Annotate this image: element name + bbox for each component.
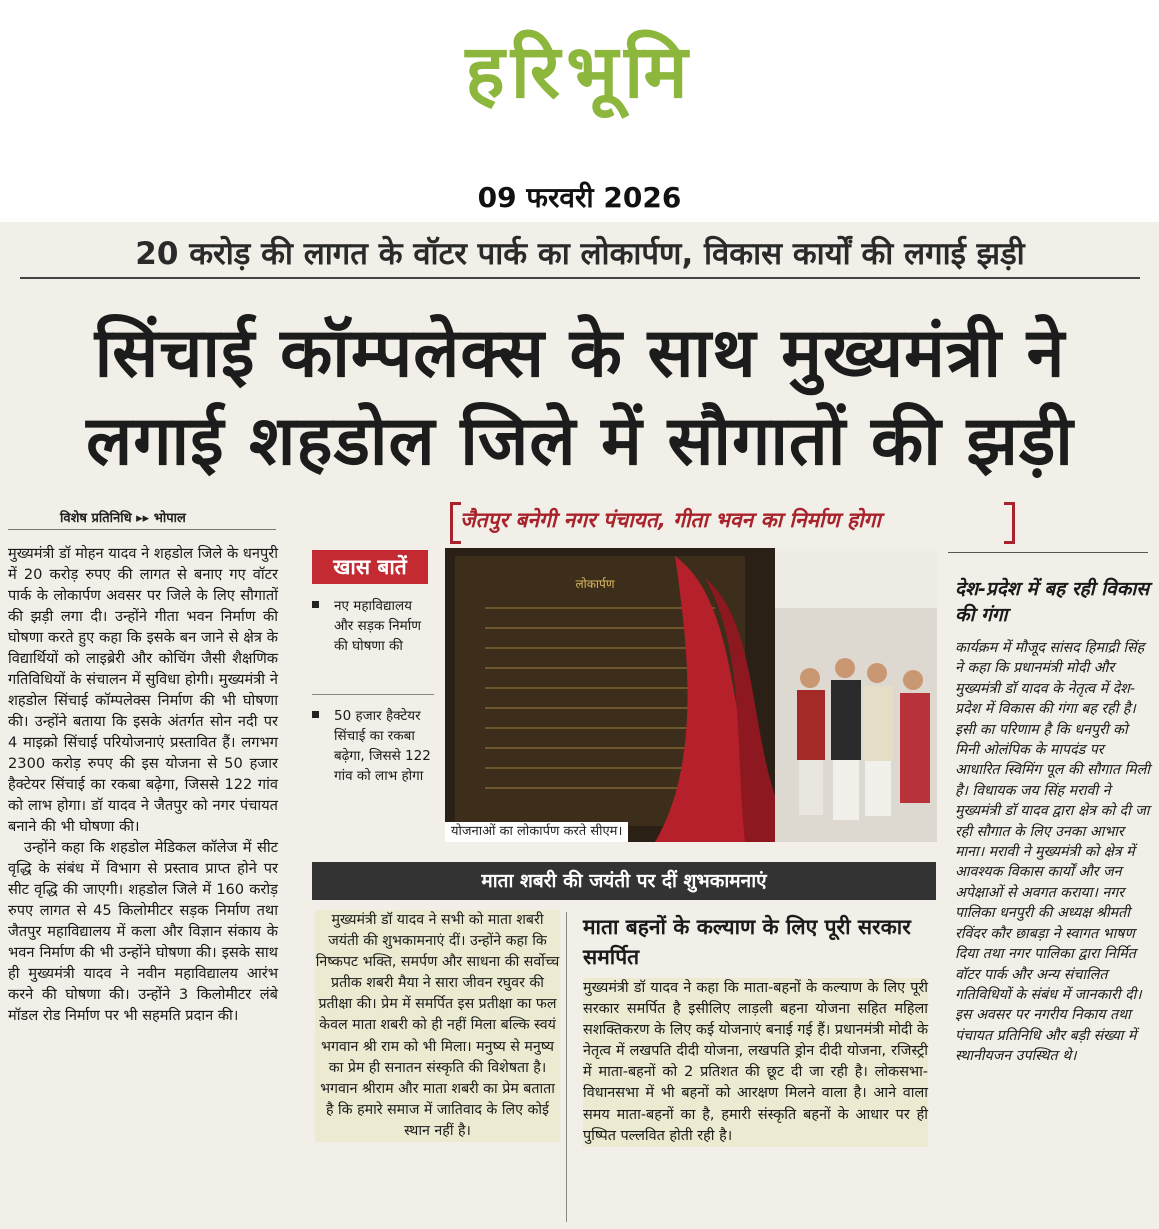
byline: विशेष प्रतिनिधि ▸▸ भोपाल [60,511,186,526]
highlight-divider [312,694,434,695]
bullet-icon [312,601,319,608]
sidebar-divider [948,552,1148,553]
right-bracket [1004,502,1015,544]
subhead-text: जैतपुर बनेगी नगर पंचायत, गीता भवन का निर्माण होगा [460,508,881,532]
sidebar-title: देश-प्रदेश में बह रही विकास की गंगा [955,578,1150,626]
highlight-text: 50 हजार हैक्टेयर सिंचाई का रकबा बढ़ेगा, जिससे 122 गांव को लाभ होगा [334,708,431,784]
publication-date: 09 फरवरी 2026 [477,181,682,214]
highlight-text: नए महाविद्यालय और सड़क निर्माण की घोषणा की [334,598,421,654]
body-paragraph: उन्होंने कहा कि शहडोल मेडिकल कॉलेज में सीट वृद्धि के संबंध में विभाग से प्रस्ताव प्राप्त होने पर सीट वृद्धि की जाएगी। शहडोल जिले में 160 करोड़ रुपए लागत से 45 किलोमीटर सड़क निर्माण तथा जैतपुर महाविद्यालय में कला और विज्ञान संकाय के भवन निर्माण की भी उन्होंने घोषणा की। इसके साथ ही मुख्यमंत्री यादव ने नवीन महाविद्यालय आरंभ करने की घोषणा की। उन्होंने 3 किलोमीटर लंबे मॉडल रोड निर्माण पर भी सहमति प्रदान की। [8,839,278,1024]
shabri-body: मुख्यमंत्री डॉ यादव ने सभी को माता शबरी जयंती की शुभकामनाएं दीं। उन्होंने कहा कि निष्कपट भक्ति, समर्पण और साधना की सर्वोच्च प्रतीक शबरी मैया ने सारा जीवन रघुवर की प्रतीक्षा की। प्रेम में समर्पित इस प्रतीक्षा का फल केवल माता शबरी को ही नहीं मिला बल्कि स्वयं भगवान श्री राम को भी मिला। मनुष्य से मनुष्य का प्रेम ही सनातन संस्कृति की विशेषता है। भगवान श्रीराम और माता शबरी का प्रेम बताता है कि हमारे समाज में जातिवाद के लिए कोई स्थान नहीं है। [315,910,560,1142]
photo-caption: योजनाओं का लोकार्पण करते सीएम। [445,822,628,842]
newspaper-logo: हरिभूमि [465,29,694,115]
shabri-banner: माता शबरी की जयंती पर दीं शुभकामनाएं [312,862,936,900]
highlight-item [312,706,434,786]
byline-divider [8,529,276,530]
main-headline-line1: सिंचाई कॉम्पलेक्स के साथ मुख्यमंत्री ने [94,314,1066,393]
highlights-badge: खास बातें [312,550,428,584]
main-headline-line2: लगाई शहडोल जिले में सौगातों की झड़ी [86,402,1074,481]
plaque-text: लोकार्पण [575,577,615,591]
highlight-item [312,596,434,656]
article-body [8,543,278,1026]
body-paragraph: मुख्यमंत्री डॉ मोहन यादव ने शहडोल जिले के धनपुरी में 20 करोड़ रुपए की लागत से बनाए गए वॉटर पार्क के लोकार्पण अवसर पर जिले के लिए सौगातों की झड़ी लगा दी। उन्होंने गीता भवन निर्माण की घोषणा करते हुए कहा कि इसके बन जाने से क्षेत्र के विद्यार्थियों को लाइब्रेरी और कोचिंग जैसी शैक्षणिक गतिविधियों के संचालन में सुविधा होगी। मुख्यमंत्री ने शहडोल सिंचाई कॉम्पलेक्स निर्माण की भी घोषणा की। उन्होंने बताया कि इसके अंतर्गत सोन नदी पर 4 माइक्रो सिंचाई परियोजनाएं प्रस्तावित हैं। लगभग 2300 करोड़ रुपए की इस योजना से 50 हजार हैक्टेयर सिंचाई का रकबा बढ़ेगा, जिससे 122 गांव को लाभ होगा। डॉ यादव ने जैतपुर को नगर पंचायत बनाने की भी घोषणा की। [8,545,278,835]
sidebar-body: कार्यक्रम में मौजूद सांसद हिमाद्री सिंह ने कहा कि प्रधानमंत्री मोदी और मुख्यमंत्री डॉ यादव के नेतृत्व में देश-प्रदेश में विकास की गंगा बह रही है। इसी का परिणाम है कि धनपुरी को मिनी ओलंपिक के मापदंड पर आधारित स्विमिंग पूल की सौगात मिली है। विधायक जय सिंह मरावी ने मुख्यमंत्री डॉ यादव द्वारा क्षेत्र को दी जा रही सौगात के लिए उनका आभार माना। मरावी ने मुख्यमंत्री को क्षेत्र में आवश्यक विकास कार्यों और जन अपेक्षाओं से अवगत कराया। नगर पालिका धनपुरी की अध्यक्ष श्रीमती रविंदर कौर छाबड़ा ने स्वागत भाषण दिया तथा नगर पालिका द्वारा निर्मित वॉटर पार्क और अन्य संचालित गतिविधियों के संबंध में जानकारी दी। इस अवसर पर नगरीय निकाय तथा पंचायत प्रतिनिधि और बड़ी संख्या में स्थानीयजन उपस्थित थे। [955,640,1150,1065]
kicker-divider [20,277,1140,279]
photo-illustration [445,548,937,842]
kicker-headline: 20 करोड़ की लागत के वॉटर पार्क का लोकार्पण, विकास कार्यों की लगाई झड़ी [135,236,1025,272]
bullet-icon [312,711,319,718]
welfare-body: मुख्यमंत्री डॉ यादव ने कहा कि माता-बहनों के कल्याण के लिए पूरी सरकार समर्पित है इसीलिए लाड़ली बहना योजना सहित महिला सशक्तिकरण के लिए कई योजनाएं बनाई गई हैं। प्रधानमंत्री मोदी के नेतृत्व में लखपति दीदी योजना, लखपति ड्रोन दीदी योजना, रजिस्ट्री में माता-बहनों को 2 प्रतिशत की छूट दी जा रही है। लोकसभा-विधानसभा में भी बहनों को आरक्षण मिलने वाला है। आने वाला समय माता-बहनों का है, हमारी संस्कृति बहनों के आधार पर ही पुष्पित पल्लवित होती रही है। [583,978,928,1147]
event-photo [445,548,937,842]
welfare-heading: माता बहनों के कल्याण के लिए पूरी सरकार समर्पित [583,915,911,969]
subhead-banner [450,502,1015,540]
column-divider [566,912,567,1222]
